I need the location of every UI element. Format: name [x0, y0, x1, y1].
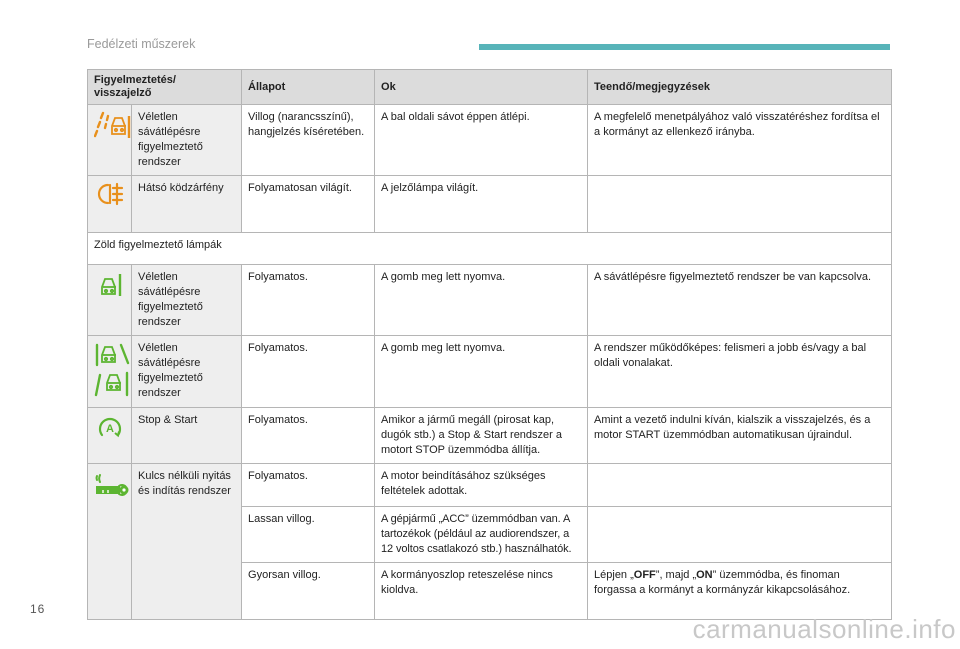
warning-name: Hátsó ködzárfény [132, 176, 242, 233]
state-cell: Villog (narancsszínű), hangjelzés kíséretében. [242, 105, 375, 176]
table-row [88, 176, 892, 233]
table-row [88, 408, 892, 464]
col-header-warning: Figyelmeztetés/ visszajelző [88, 70, 242, 105]
action-text-pre: Lépjen „ [594, 569, 634, 581]
lane-departure-warning-icon [94, 110, 132, 140]
cause-cell: A gomb meg lett nyomva. [375, 265, 588, 336]
keyless-entry-icon [94, 474, 130, 498]
table-header-row [88, 70, 892, 105]
rear-fog-light-icon [95, 181, 125, 207]
state-cell: Folyamatos. [242, 336, 375, 408]
col-header-action: Teendő/megjegyzések [588, 70, 892, 105]
cause-cell: A bal oldali sávot éppen átlépi. [375, 105, 588, 176]
table-row [88, 336, 892, 408]
warning-name: Véletlen sávátlépésre figyelmeztető rendszer [132, 265, 242, 336]
warning-name: Véletlen sávátlépésre figyelmeztető rendszer [132, 105, 242, 176]
lane-detection-icon [94, 341, 134, 401]
svg-text:A: A [105, 423, 114, 435]
header-accent-bar [479, 44, 890, 50]
action-cell: Amint a vezető indulni kíván, kialszik a visszajelzés, és a motor START üzemmódban automatikusan újraindul. [588, 408, 892, 464]
off-mode-label: OFF [633, 569, 656, 581]
action-cell [588, 563, 892, 620]
lane-departure-system-icon [95, 270, 125, 298]
cause-cell: A jelzőlámpa világít. [375, 176, 588, 233]
action-cell: A sávátlépésre figyelmeztető rendszer be van kapcsolva. [588, 265, 892, 336]
cause-cell: A motor beindításához szükséges feltételek adottak. [375, 464, 588, 507]
action-cell [588, 464, 892, 507]
watermark: carmanualsonline.info [692, 614, 956, 644]
page-section-title: Fedélzeti műszerek [87, 37, 196, 51]
cause-cell: A gomb meg lett nyomva. [375, 336, 588, 408]
warning-name: Stop & Start [132, 408, 242, 464]
action-text-post: ” üzemmódba, és finoman forgassa a kormányt a kormányzár kikapcsolásához. [594, 569, 851, 596]
action-text-mid: ”, majd „ [655, 569, 697, 581]
warning-name: Kulcs nélküli nyitás és indítás rendszer [132, 464, 242, 620]
section-title-green: Zöld figyelmeztető lámpák [88, 233, 892, 265]
stop-start-icon [96, 413, 124, 441]
action-cell [588, 507, 892, 563]
state-cell: Folyamatos. [242, 265, 375, 336]
action-cell: A megfelelő menetpályához való visszatéréshez fordítsa el a kormányt az ellenkező irányba. [588, 105, 892, 176]
state-cell: Folyamatosan világít. [242, 176, 375, 233]
state-cell: Folyamatos. [242, 408, 375, 464]
warning-lights-table [87, 69, 892, 620]
state-cell: Lassan villog. [242, 507, 375, 563]
action-cell: A rendszer működőképes: felismeri a jobb és/vagy a bal oldali vonalakat. [588, 336, 892, 408]
state-cell: Gyorsan villog. [242, 563, 375, 620]
state-cell: Folyamatos. [242, 464, 375, 507]
col-header-cause: Ok [375, 70, 588, 105]
table-row [88, 265, 892, 336]
table-row [88, 464, 892, 507]
cause-cell: Amikor a jármű megáll (pirosat kap, dugók stb.) a Stop & Start rendszer a motort STOP üzemmódba állítja. [375, 408, 588, 464]
action-cell [588, 176, 892, 233]
section-row [88, 233, 892, 265]
table-row [88, 105, 892, 176]
cause-cell: A gépjármű „ACC” üzemmódban van. A tartozékok (például az audiorendszer, a 12 voltos csatlakozó stb.) használhatók. [375, 507, 588, 563]
page-number: 16 [30, 602, 46, 616]
warning-name: Véletlen sávátlépésre figyelmeztető rendszer [132, 336, 242, 408]
cause-cell: A kormányoszlop reteszelése nincs kioldva. [375, 563, 588, 620]
on-mode-label: ON [696, 569, 713, 581]
col-header-state: Állapot [242, 70, 375, 105]
